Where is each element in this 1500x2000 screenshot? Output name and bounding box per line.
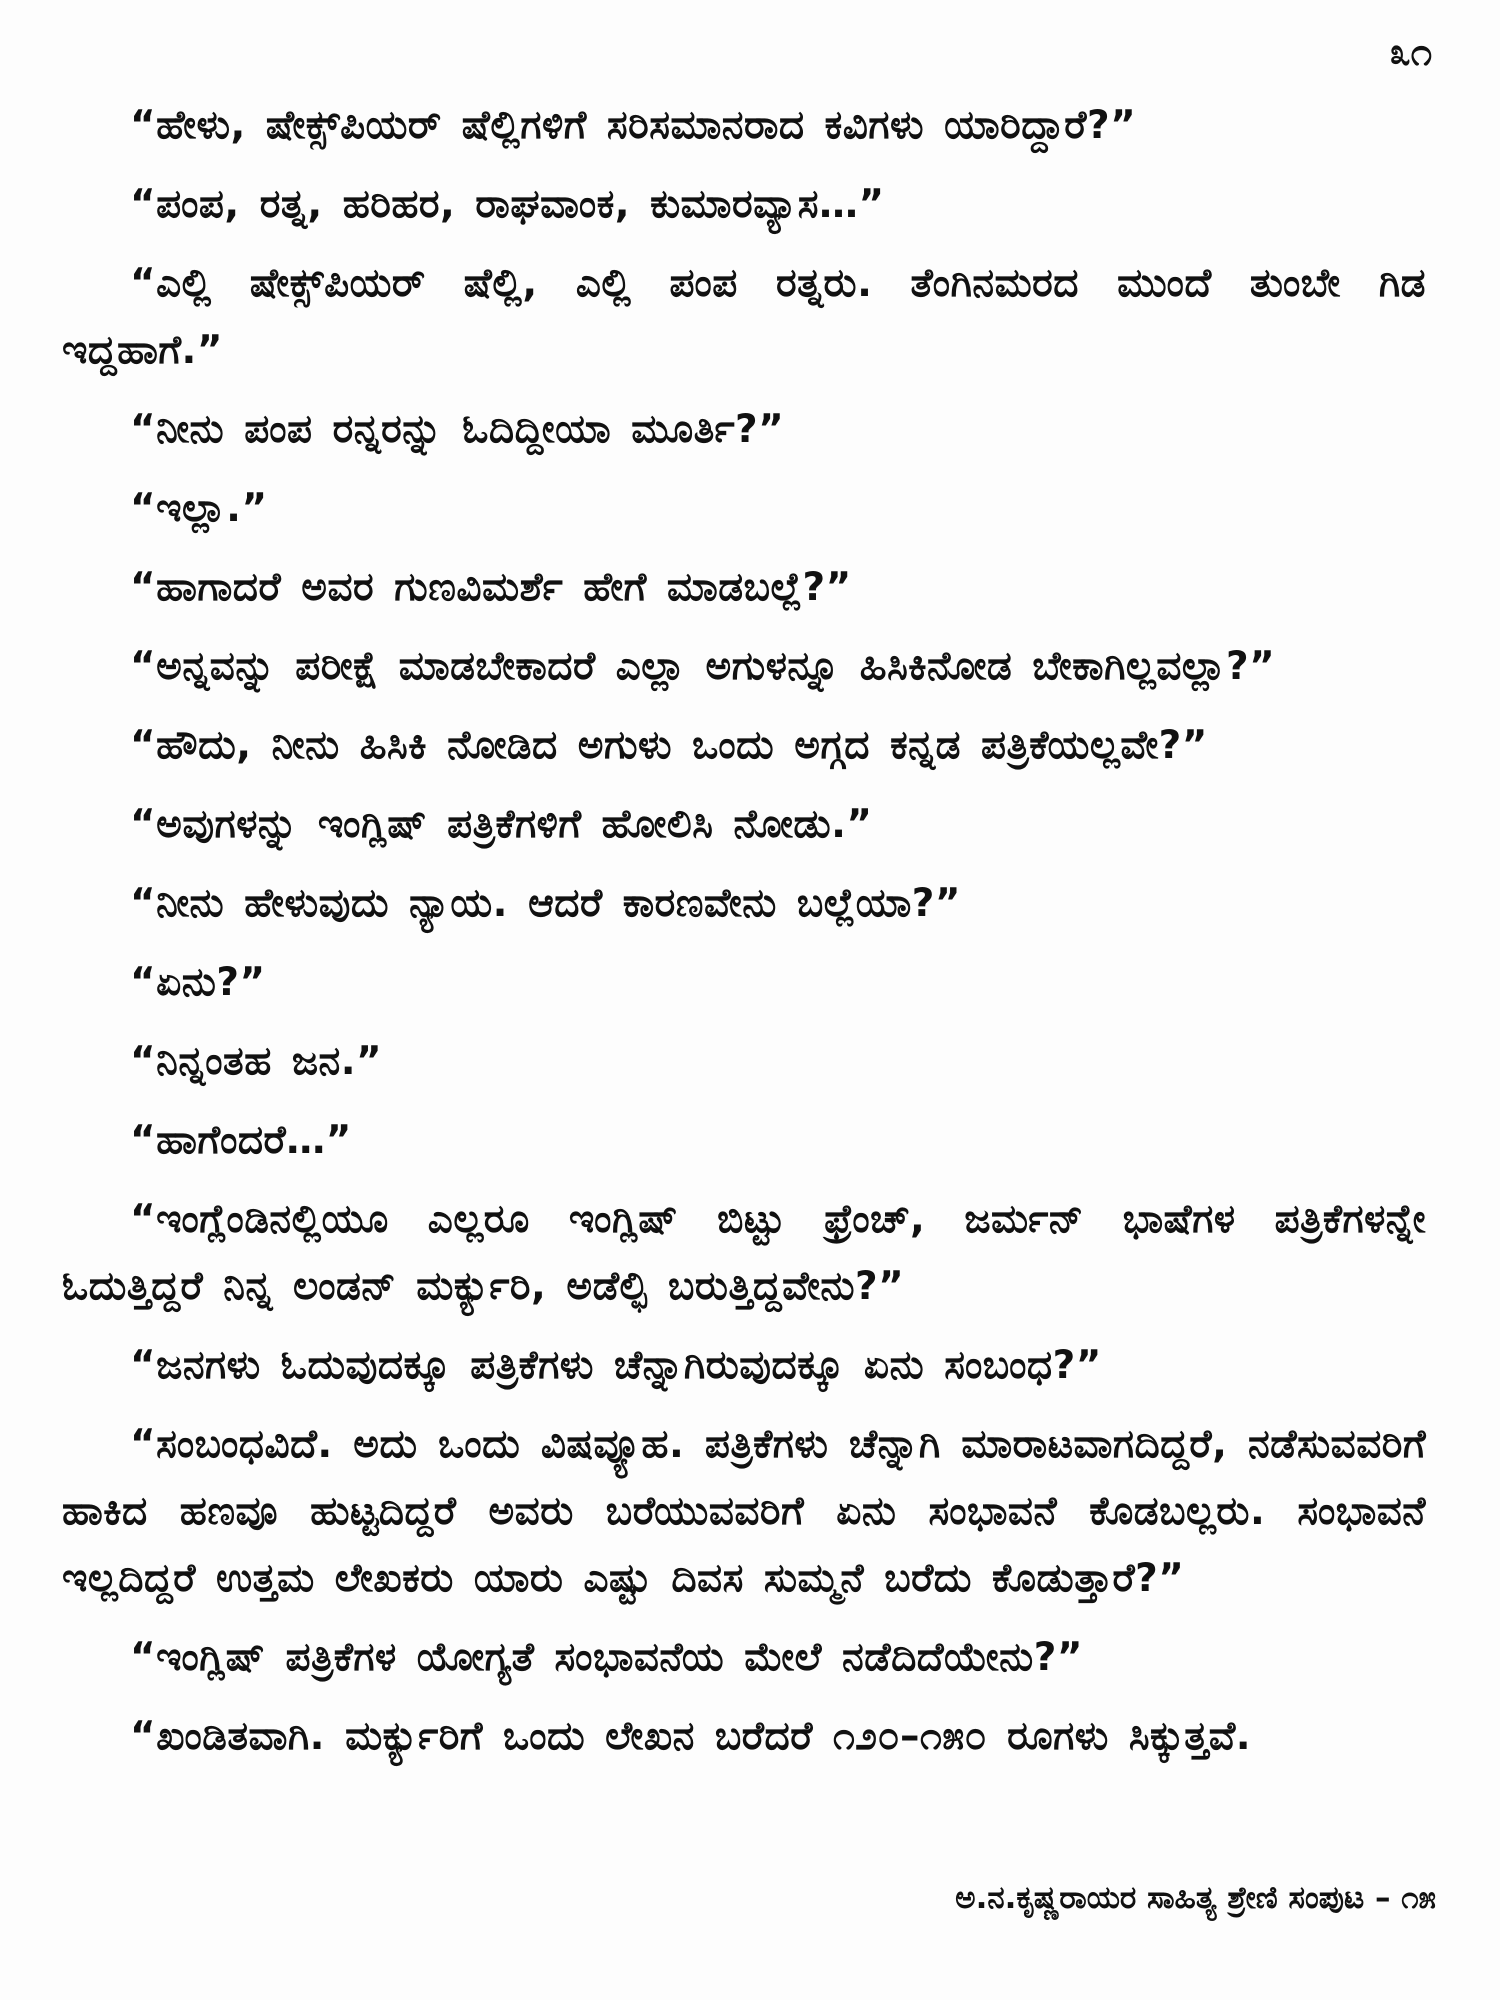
- body-text: [62, 92, 1426, 1782]
- series-footer: ಅ.ನ.ಕೃಷ್ಣರಾಯರ ಸಾಹಿತ್ಯ ಶ್ರೇಣಿ ಸಂಪುಟ – ೧೫: [955, 1880, 1436, 1916]
- paragraph: “ಪಂಪ, ರತ್ನ, ಹರಿಹರ, ರಾಘವಾಂಕ, ಕುಮಾರವ್ಯಾಸ…”: [130, 182, 885, 227]
- paragraph: “ಹಾಗೆಂದರೆ…”: [130, 1118, 352, 1163]
- paragraph: “ಇಂಗ್ಲೆಂಡಿನಲ್ಲಿಯೂ ಎಲ್ಲರೂ ಇಂಗ್ಲಿಷ್ ಬಿಟ್ಟು ಫ್ರೆಂಚ್, ಜರ್ಮನ್ ಭಾಷೆಗಳ ಪತ್ರಿಕೆಗಳನ್ನೇ ಓದುತ್ತಿದ್ದರೆ ನಿನ್ನ ಲಂಡನ್ ಮರ್ಕ್ಯುರಿ, ಅಡೆಲ್ಫಿ ಬರುತ್ತಿದ್ದವೇನು?”: [62, 1197, 1426, 1309]
- paragraph: “ಇಂಗ್ಲಿಷ್ ಪತ್ರಿಕೆಗಳ ಯೋಗ್ಯತೆ ಸಂಭಾವನೆಯ ಮೇಲೆ ನಡೆದಿದೆಯೇನು?”: [130, 1635, 1083, 1680]
- paragraph: “ಸಂಬಂಧವಿದೆ. ಅದು ಒಂದು ವಿಷವ್ಯೂಹ. ಪತ್ರಿಕೆಗಳು ಚೆನ್ನಾಗಿ ಮಾರಾಟವಾಗದಿದ್ದರೆ, ನಡೆಸುವವರಿಗೆ ಹಾಕಿದ ಹಣವೂ ಹುಟ್ಟದಿದ್ದರೆ ಅವರು ಬರೆಯುವವರಿಗೆ ಏನು ಸಂಭಾವನೆ ಕೊಡಬಲ್ಲರು. ಸಂಭಾವನೆ ಇಲ್ಲದಿದ್ದರೆ ಉತ್ತಮ ಲೇಖಕರು ಯಾರು ಎಷ್ಟು ದಿವಸ ಸುಮ್ಮನೆ ಬರೆದು ಕೊಡುತ್ತಾರೆ?”: [62, 1422, 1426, 1601]
- paragraph: “ಇಲ್ಲಾ.”: [130, 486, 268, 531]
- paragraph: “ಎಲ್ಲಿ ಷೇಕ್ಸ್‌ಪಿಯರ್ ಷೆಲ್ಲಿ, ಎಲ್ಲಿ ಪಂಪ ರತ್ನರು. ತೆಂಗಿನಮರದ ಮುಂದೆ ತುಂಬೇ ಗಿಡ ಇದ್ದಹಾಗೆ.”: [62, 261, 1426, 373]
- paragraph: “ಅನ್ನವನ್ನು ಪರೀಕ್ಷೆ ಮಾಡಬೇಕಾದರೆ ಎಲ್ಲಾ ಅಗುಳನ್ನೂ ಹಿಸಿಕಿನೋಡ ಬೇಕಾಗಿಲ್ಲವಲ್ಲಾ?”: [130, 644, 1276, 689]
- page-number: ೩೧: [1389, 30, 1432, 74]
- paragraph: “ನೀನು ಪಂಪ ರನ್ನರನ್ನು ಓದಿದ್ದೀಯಾ ಮೂರ್ತಿ?”: [130, 407, 785, 452]
- paragraph: “ಅವುಗಳನ್ನು ಇಂಗ್ಲಿಷ್ ಪತ್ರಿಕೆಗಳಿಗೆ ಹೋಲಿಸಿ ನೋಡು.”: [130, 802, 873, 847]
- paragraph: “ಖಂಡಿತವಾಗಿ. ಮರ್ಕ್ಯುರಿಗೆ ಒಂದು ಲೇಖನ ಬರೆದರೆ ೧೨೦–೧೫೦ ರೂಗಳು ಸಿಕ್ಕುತ್ತವೆ.: [130, 1714, 1252, 1759]
- paragraph: “ನೀನು ಹೇಳುವುದು ನ್ಯಾಯ. ಆದರೆ ಕಾರಣವೇನು ಬಲ್ಲೆಯಾ?”: [130, 881, 962, 926]
- paragraph: “ನಿನ್ನಂತಹ ಜನ.”: [130, 1039, 383, 1084]
- paragraph: “ಹೇಳು, ಷೇಕ್ಸ್‌ಪಿಯರ್ ಷೆಲ್ಲಿಗಳಿಗೆ ಸರಿಸಮಾನರಾದ ಕವಿಗಳು ಯಾರಿದ್ದಾರೆ?”: [130, 103, 1137, 148]
- paragraph: “ಏನು?”: [130, 960, 266, 1005]
- paragraph: “ಜನಗಳು ಓದುವುದಕ್ಕೂ ಪತ್ರಿಕೆಗಳು ಚೆನ್ನಾಗಿರುವುದಕ್ಕೂ ಏನು ಸಂಬಂಧ?”: [130, 1343, 1102, 1388]
- paragraph: “ಹಾಗಾದರೆ ಅವರ ಗುಣವಿಮರ್ಶೆ ಹೇಗೆ ಮಾಡಬಲ್ಲೆ?”: [130, 565, 852, 610]
- paragraph: “ಹೌದು, ನೀನು ಹಿಸಿಕಿ ನೋಡಿದ ಅಗುಳು ಒಂದು ಅಗ್ಗದ ಕನ್ನಡ ಪತ್ರಿಕೆಯಲ್ಲವೇ?”: [130, 723, 1208, 768]
